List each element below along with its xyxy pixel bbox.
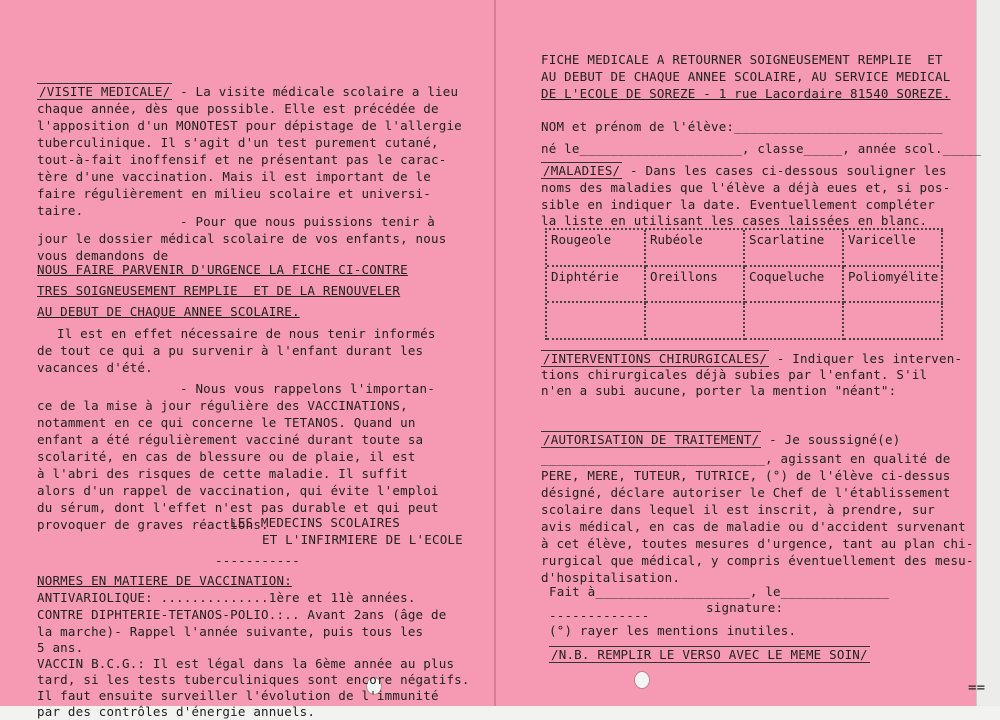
header-line-0: FICHE MEDICALE A RETOURNER SOIGNEUSEMENT REMPLIE ET	[541, 52, 943, 67]
disease-cell-blank	[646, 303, 745, 340]
nb-section	[549, 647, 870, 663]
maladies-line-2: sible en indiquer la date. Eventuellement compléter	[541, 197, 936, 212]
rappel-line-5: à l'abri des risques de cette maladie. Il suffit	[37, 466, 408, 481]
autorisation-line-1: _____________________________, agissant en qualité de	[541, 451, 951, 466]
punch-hole-right	[634, 671, 650, 689]
interventions-line-0: - Indiquer les interven-	[776, 351, 963, 366]
interventions-section	[541, 351, 962, 367]
normes-line-7: par des contrôles d'énergie annuels.	[37, 704, 316, 719]
disease-cell: Coqueluche	[745, 267, 844, 304]
signature-label: signature:	[706, 600, 784, 615]
autorisation-heading: / AUTORISATION DE TRAITEMENT /	[541, 431, 761, 448]
signature-infirmiere: ET L'INFIRMIERE DE L'ECOLE	[262, 532, 463, 547]
visite-line-3: tuberculinique. Il s'agit d'un test purement cutané,	[37, 135, 439, 150]
rappel-line-4: scolarité, en cas de blessure ou de plaie, il est	[37, 449, 416, 464]
dash-separator: -----------	[215, 553, 300, 568]
visite-line-2: l'apposition d'un MONOTEST pour dépistage de l'allergie	[37, 118, 462, 133]
naissance-classe-field: né le_____________________, classe_____, année scol._____	[541, 141, 982, 156]
visite-line-6: faire régulièrement en milieu scolaire et universi-	[37, 186, 432, 201]
autorisation-line-5: avis médical, en cas de maladie ou d'accident survenant	[541, 519, 966, 534]
autorisation-line-7: rurgical que médical, y compris éventuellement des mesu-	[541, 553, 974, 568]
autorisation-section	[541, 432, 900, 448]
normes-line-5: tard, si les tests tuberculiniques sont encore négatifs.	[37, 672, 470, 687]
dossier-line-0: - Pour que nous puissions tenir à	[180, 214, 435, 229]
disease-cell: Poliomyélite	[844, 267, 943, 304]
normes-line-3: 5 ans.	[37, 640, 84, 655]
disease-cell-blank	[547, 303, 646, 340]
rayer-note: (°) rayer les mentions inutiles.	[549, 623, 797, 638]
autorisation-line-0: - Je soussigné(e)	[769, 432, 901, 447]
urgent-line-0: NOUS FAIRE PARVENIR D'URGENCE LA FICHE CI-CONTRE	[37, 262, 408, 277]
autorisation-line-6: à cet élève, toutes mesures d'urgence, tant au plan chi-	[541, 536, 974, 551]
signature-dashes: -------------	[549, 608, 650, 623]
rappel-line-0: - Nous vous rappelons l'importan-	[180, 381, 435, 396]
page-edge	[976, 0, 1000, 706]
interventions-heading: / INTERVENTIONS CHIRURGICALES /	[541, 350, 769, 367]
nb-verso-note: / N.B. REMPLIR LE VERSO AVEC LE MEME SOIN /	[549, 646, 870, 663]
disease-cell-blank	[844, 303, 943, 340]
margin-mark: ==	[968, 680, 986, 696]
header-line-1: AU DEBUT DE CHAQUE ANNEE SCOLAIRE, AU SERVICE MEDICAL	[541, 69, 951, 84]
visite-line-7: taire.	[37, 203, 84, 218]
rappel-line-8: provoquer de graves réactions.	[37, 517, 269, 532]
normes-line-6: Il faut ensuite surveiller l'évolution de l'immunité	[37, 688, 439, 703]
urgent-line-1: TRES SOIGNEUSEMENT REMPLIE ET DE LA RENOUVELER	[37, 283, 401, 298]
maladies-section	[541, 163, 947, 179]
visite-line-5: tère d'une vaccination. Mais il est important de le	[37, 169, 432, 184]
fait-a-field: Fait à____________________, le______________	[549, 584, 889, 599]
center-fold	[494, 0, 496, 706]
maladies-line-1: noms des maladies que l'élève a déjà eues et, si pos-	[541, 180, 951, 195]
autorisation-line-8: d'hospitalisation.	[541, 570, 681, 585]
visite-section	[37, 84, 458, 100]
disease-cell: Oreillons	[646, 267, 745, 304]
informes-line-2: vacances d'été.	[37, 360, 153, 375]
disease-cell: Rubéole	[646, 230, 745, 267]
rappel-line-3: enfant a été régulièrement vacciné durant toute sa	[37, 432, 424, 447]
disease-cell: Varicelle	[844, 230, 943, 267]
normes-line-4: VACCIN B.C.G.: Il est légal dans la 6ème année au plus	[37, 656, 455, 671]
visite-line-4: tout-à-fait inoffensif et ne présentant pas le carac-	[37, 152, 447, 167]
normes-line-0: ANTIVARIOLIQUE: ..............1ère et 11è années.	[37, 590, 416, 605]
header-line-2: DE L'ECOLE DE SOREZE - 1 rue Lacordaire 81540 SOREZE.	[541, 86, 951, 101]
dossier-line-1: jour le dossier médical scolaire de vos enfants, nous	[37, 231, 447, 246]
disease-cell: Rougeole	[547, 230, 646, 267]
diseases-grid	[545, 228, 943, 340]
signature-medecins: LES MEDECINS SCOLAIRES	[230, 515, 400, 530]
visite-line-0: - La visite médicale scolaire a lieu	[180, 84, 459, 99]
autorisation-line-2: PERE, MERE, TUTEUR, TUTRICE, (°) de l'élève ci-dessus	[541, 468, 951, 483]
visite-line-1: chaque année, dès que possible. Elle est précédée de	[37, 101, 439, 116]
disease-cell: Scarlatine	[745, 230, 844, 267]
urgent-line-2: AU DEBUT DE CHAQUE ANNEE SCOLAIRE.	[37, 304, 300, 319]
rappel-line-2: notamment en ce qui concerne le TETANOS. Quand un	[37, 415, 416, 430]
maladies-line-3: la liste en utilisant les cases laissées en blanc.	[541, 213, 928, 228]
maladies-heading: / MALADIES /	[541, 162, 622, 179]
autorisation-line-4: scolaire dans lequel il est inscrit, à prendre, sur	[541, 502, 936, 517]
maladies-line-0: - Dans les cases ci-dessous souligner les	[630, 163, 947, 178]
interventions-line-2: n'en a subi aucune, porter la mention "néant":	[541, 383, 897, 398]
normes-heading: NORMES EN MATIERE DE VACCINATION:	[37, 573, 292, 588]
disease-cell: Diphtérie	[547, 267, 646, 304]
informes-line-0: Il est en effet nécessaire de nous tenir informés	[57, 326, 436, 341]
rappel-line-7: du sérum, dont l'effet n'est pas durable et qui peut	[37, 500, 439, 515]
normes-line-1: CONTRE DIPHTERIE-TETANOS-POLIO.:.. Avant 2ans (âge de	[37, 607, 447, 622]
nom-prenom-field: NOM et prénom de l'élève:___________________________	[541, 119, 943, 134]
rappel-line-6: alors d'un rappel de vaccination, qui évite l'emploi	[37, 483, 439, 498]
dossier-line-2: vous demandons de	[37, 248, 169, 263]
rappel-line-1: ce de la mise à jour régulière des VACCINATIONS,	[37, 398, 408, 413]
normes-line-2: la marche)- Rappel l'année suivante, puis tous les	[37, 624, 424, 639]
disease-cell-blank	[745, 303, 844, 340]
visite-heading: / VISITE MEDICALE /	[37, 83, 172, 100]
informes-line-1: de tout ce qui a pu survenir à l'enfant durant les	[37, 343, 424, 358]
autorisation-line-3: désigné, déclare autoriser le Chef de l'établissement	[541, 485, 951, 500]
interventions-line-1: tions chirurgicales déjà subies par l'enfant. S'il	[541, 367, 928, 382]
